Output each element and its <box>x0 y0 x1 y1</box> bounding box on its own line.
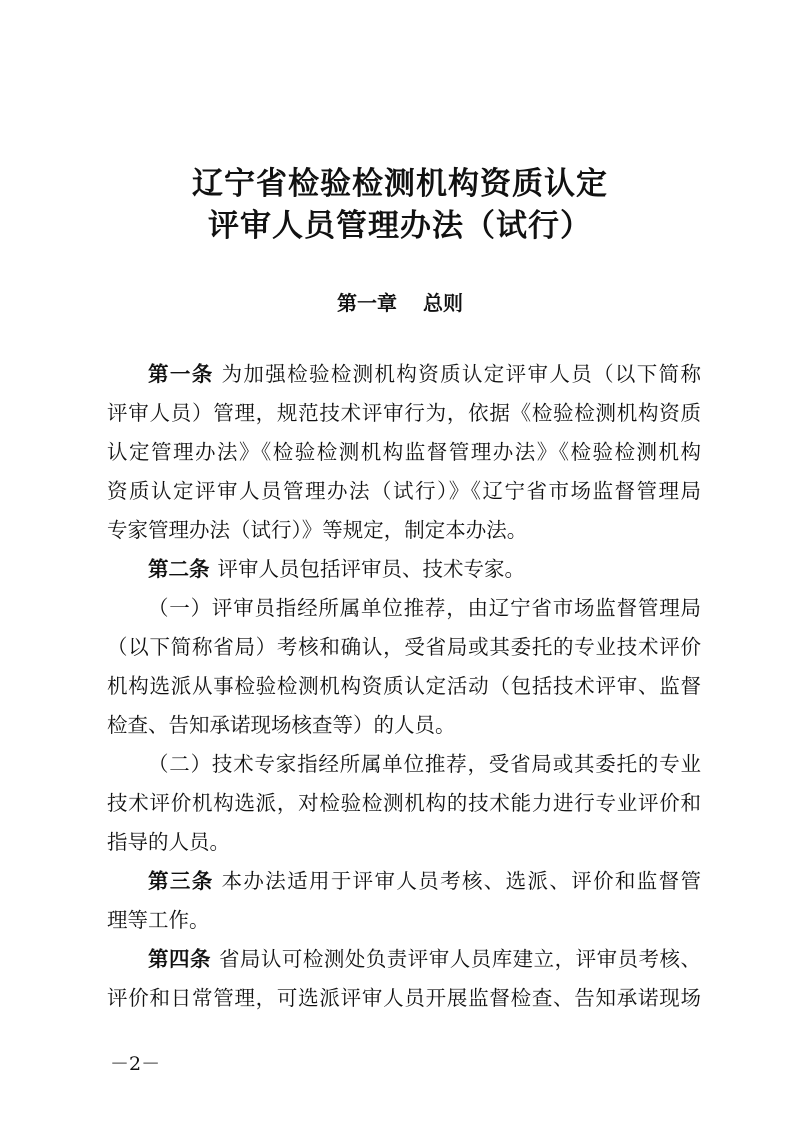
article4-lead: 第四条 <box>148 947 211 971</box>
item1-line1: （一）评审员指经所属单位推荐，由辽宁省市场监督管理局 <box>148 596 701 620</box>
article4-line1 <box>107 944 701 974</box>
item1-line3: 机构选派从事检验检测机构资质认定活动（包括技术评审、监督 <box>107 674 701 698</box>
chapter-heading <box>0 288 800 318</box>
article2-text1: 评审人员包括评审员、技术专家。 <box>217 557 525 581</box>
article2-lead: 第二条 <box>148 557 210 581</box>
item2-line2: 技术评价机构选派，对检验检测机构的技术能力进行专业评价和 <box>107 791 701 815</box>
article3-lead: 第三条 <box>148 869 214 893</box>
document-title-line1: 辽宁省检验检测机构资质认定 <box>192 166 608 202</box>
chapter-number: 第一章 <box>337 291 397 315</box>
article1-line4: 资质认定评审人员管理办法（试行）》《辽宁省市场监督管理局 <box>107 479 701 503</box>
article1-lead: 第一条 <box>148 362 214 386</box>
item1-line2: （以下简称省局）考核和确认，受省局或其委托的专业技术评价 <box>107 635 701 659</box>
article1-line5: 专家管理办法（试行）》等规定，制定本办法。 <box>107 518 528 542</box>
article3-line2: 理等工作。 <box>107 908 210 932</box>
page-number: －2－ <box>110 1053 161 1075</box>
article1-line1 <box>107 359 701 389</box>
chapter-title: 总则 <box>423 291 463 315</box>
article3-line1 <box>107 866 701 896</box>
article4-text1: 省局认可检测处负责评审人员库建立，评审员考核、 <box>218 947 701 971</box>
item2-line3: 指导的人员。 <box>107 830 230 854</box>
article3-text1: 本办法适用于评审人员考核、选派、评价和监督管 <box>221 869 701 893</box>
item1-line4: 检查、告知承诺现场核查等）的人员。 <box>107 713 456 737</box>
article4-line2: 评价和日常管理，可选派评审人员开展监督检查、告知承诺现场 <box>107 986 701 1010</box>
article1-line3: 认定管理办法》《检验检测机构监督管理办法》《检验检测机构 <box>107 440 701 464</box>
article1-text1: 为加强检验检测机构资质认定评审人员（以下简称 <box>221 362 701 386</box>
article2-line1 <box>107 554 701 584</box>
document-title-line2: 评审人员管理办法（试行） <box>208 208 592 244</box>
article1-line2: 评审人员）管理，规范技术评审行为，依据《检验检测机构资质 <box>107 401 701 425</box>
item2-line1: （二）技术专家指经所属单位推荐，受省局或其委托的专业 <box>148 752 701 776</box>
